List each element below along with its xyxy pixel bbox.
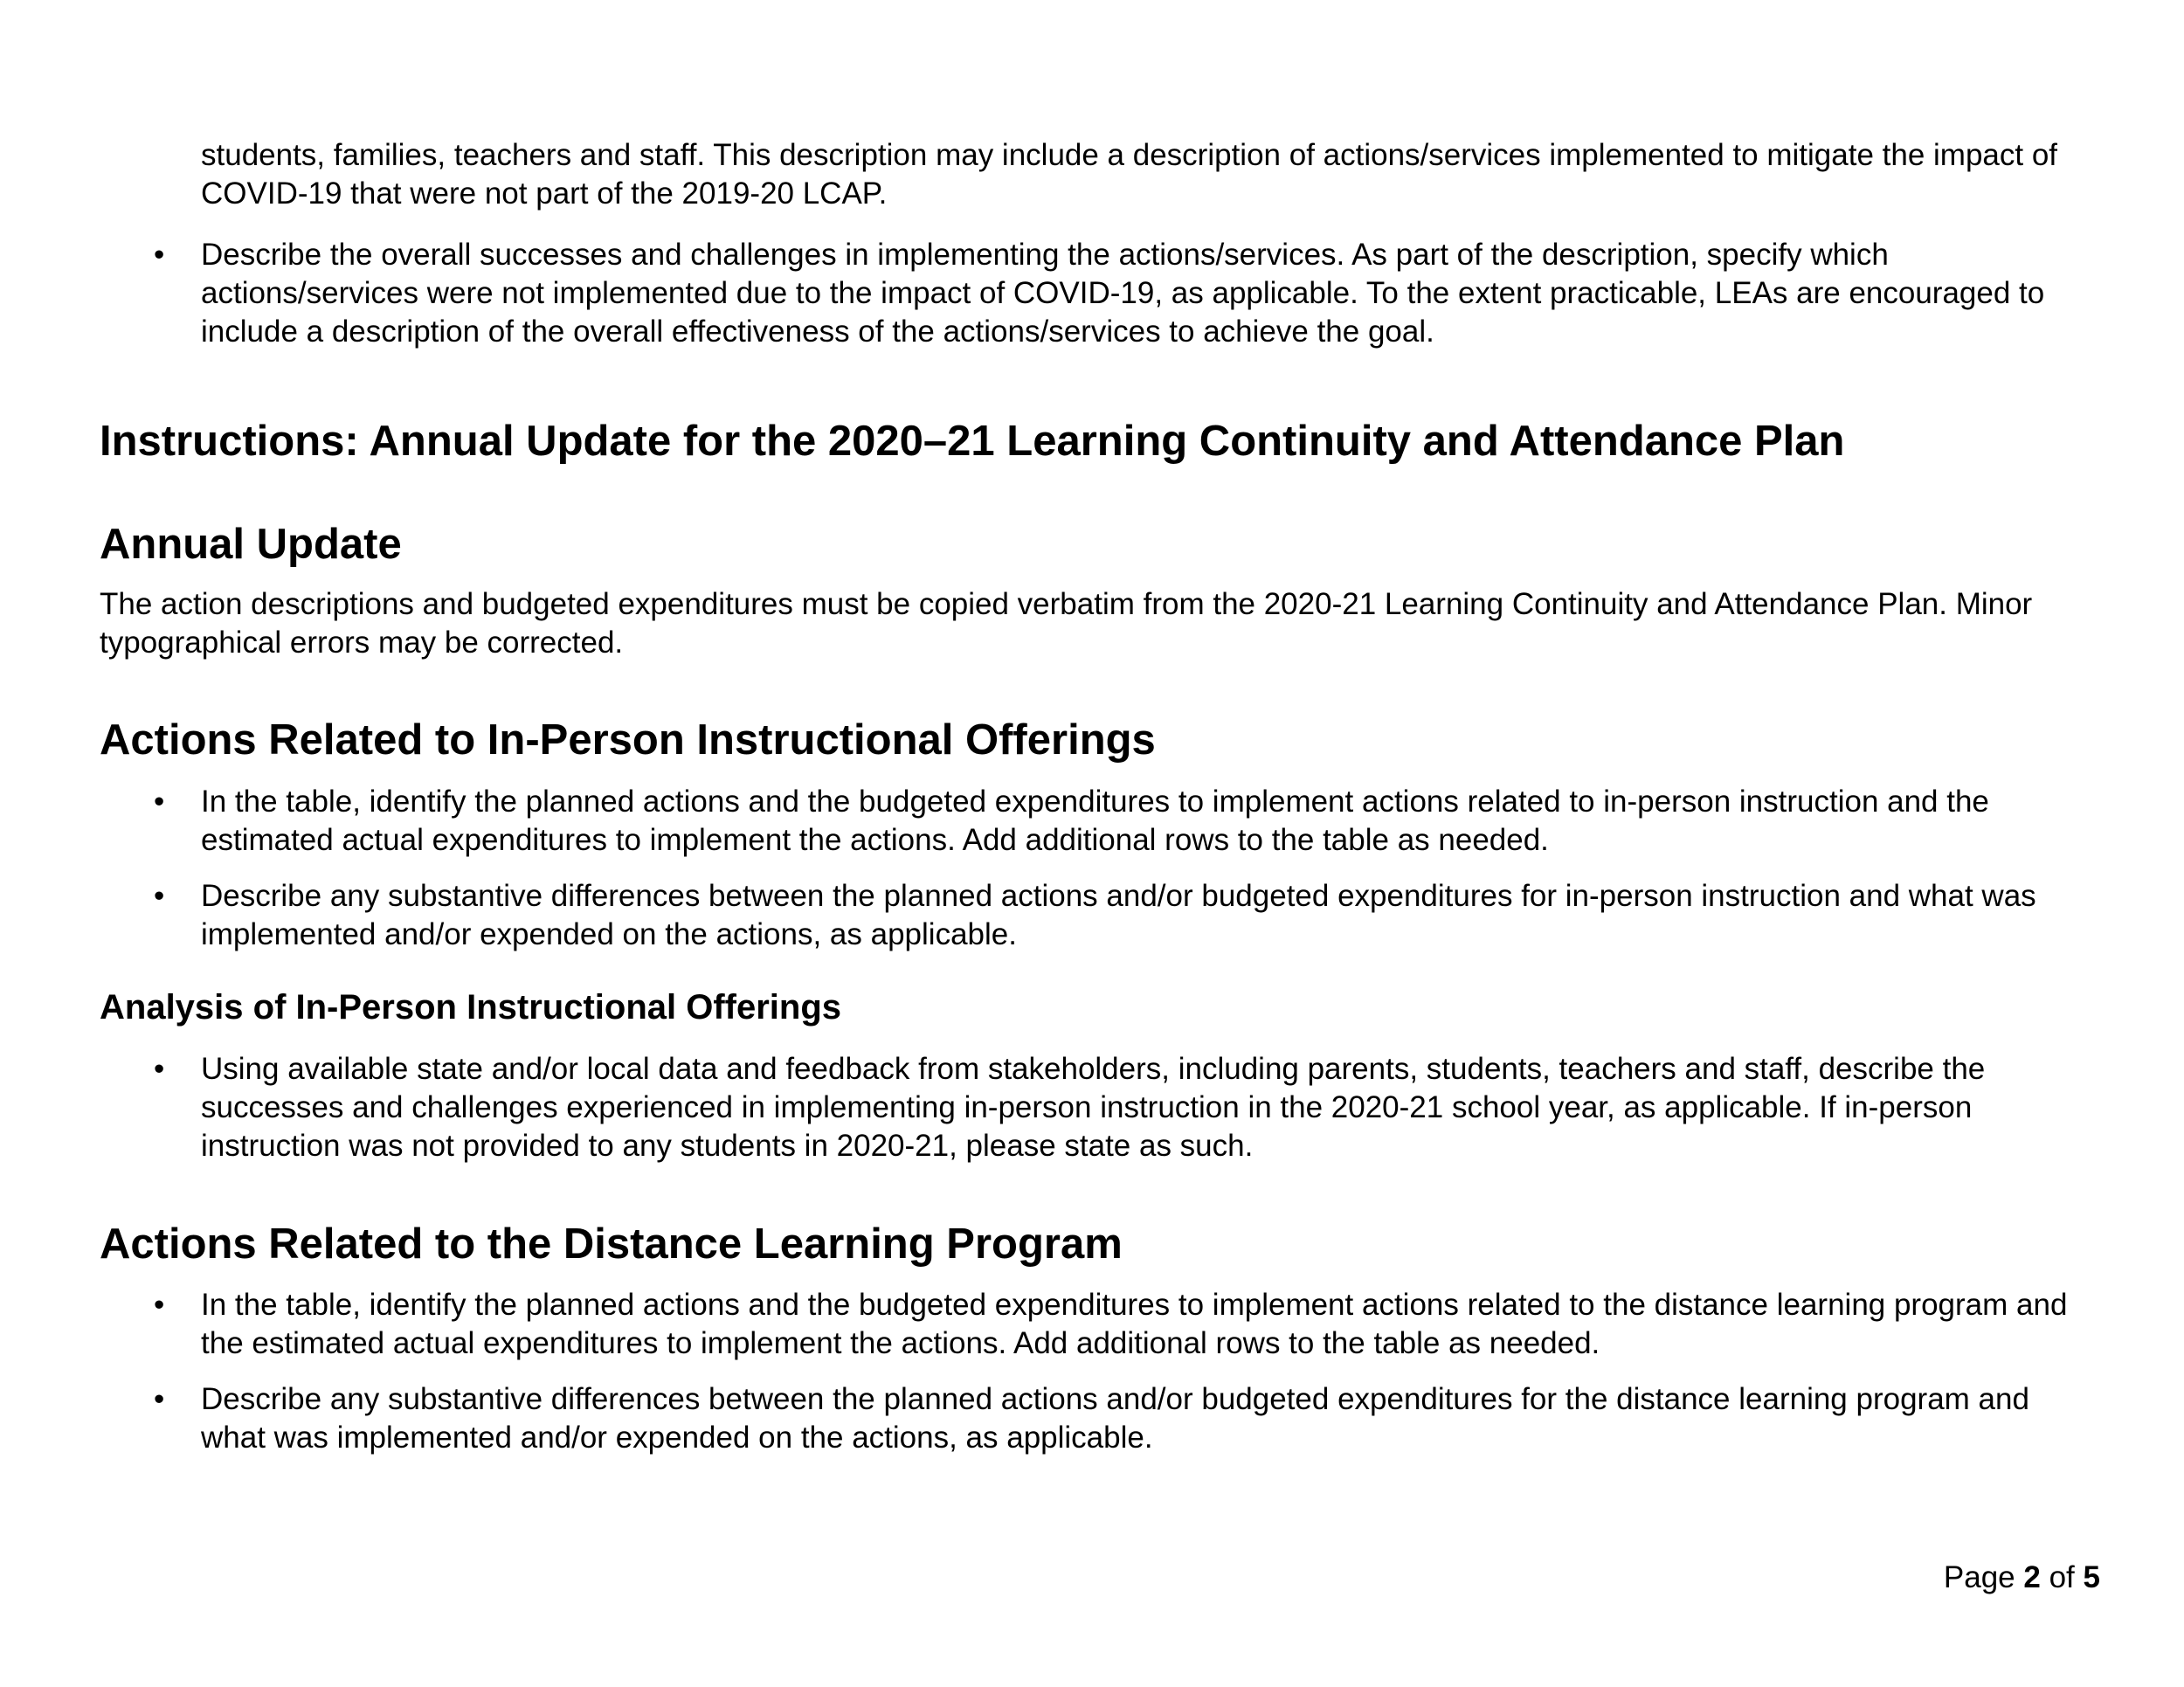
annual-update-heading: Annual Update bbox=[100, 521, 402, 568]
continuation-paragraph bbox=[201, 136, 2097, 213]
bullet-icon: • bbox=[154, 1382, 165, 1416]
continuation-text: students, families, teachers and staff. This description may include a description of actions/services implemented to mitigate the impact of COVID-19 that were not part of the 2019-20 LCAP. bbox=[201, 138, 2058, 211]
annual-update-text: The action descriptions and budgeted expenditures must be copied verbatim from the 2020-21 Learning Continuity and Attendance Plan. Minor typographical errors may be corrected. bbox=[100, 587, 2033, 660]
page-number-footer bbox=[1944, 1559, 2100, 1597]
analysis-bullet-list bbox=[100, 1050, 2100, 1165]
bullet-text: Describe any substantive differences between the planned actions and/or budgeted expenditures for in-person instruction and what was implemented and/or expended on the actions, as applicable. bbox=[201, 879, 2036, 951]
bullet-icon: • bbox=[154, 1052, 165, 1086]
bullet-icon: • bbox=[154, 879, 165, 913]
list-item bbox=[100, 1050, 2100, 1165]
list-item bbox=[100, 1380, 2100, 1457]
list-item bbox=[100, 236, 2100, 351]
in-person-heading: Actions Related to In-Person Instructional Offerings bbox=[100, 716, 1156, 764]
page-prefix: Page bbox=[1943, 1560, 2015, 1594]
bullet-text: Using available state and/or local data and feedback from stakeholders, including parents, students, teachers and staff, describe the successes and challenges experienced in implementing in-person instruction in the 2020-21 school year, as applicable. If in-person instruction was not provided to any students in 2020-21, please state as such. bbox=[201, 1052, 1986, 1163]
bullet-icon: • bbox=[154, 785, 165, 819]
current-page-number: 2 bbox=[2023, 1560, 2041, 1594]
bullet-text: In the table, identify the planned actions and the budgeted expenditures to implement actions related to the distance learning program and the estimated actual expenditures to implement the actions. Add additional rows to the table as needed. bbox=[201, 1288, 2068, 1360]
bullet-text: In the table, identify the planned actions and the budgeted expenditures to implement actions related to in-person instruction and the estimated actual expenditures to implement the actions. Add additional rows to the table as needed. bbox=[201, 785, 1989, 857]
analysis-section bbox=[100, 985, 2100, 1029]
bullet-text: Describe any substantive differences between the planned actions and/or budgeted expenditures for the distance learning program and what was implemented and/or expended on the actions, as applicable. bbox=[201, 1382, 2029, 1455]
total-page-number: 5 bbox=[2083, 1560, 2100, 1594]
distance-heading: Actions Related to the Distance Learning Program bbox=[100, 1220, 1123, 1268]
list-item bbox=[100, 877, 2100, 954]
main-heading-block bbox=[100, 415, 2100, 467]
analysis-heading: Analysis of In-Person Instructional Offerings bbox=[100, 988, 842, 1027]
distance-section bbox=[100, 1218, 2100, 1270]
in-person-section bbox=[100, 714, 2100, 766]
main-heading: Instructions: Annual Update for the 2020–21 Learning Continuity and Attendance Plan bbox=[100, 418, 1845, 465]
in-person-bullet-list bbox=[100, 783, 2100, 954]
list-item bbox=[100, 783, 2100, 860]
bullet-icon: • bbox=[154, 238, 165, 272]
page-of-label: of bbox=[2049, 1560, 2075, 1594]
bullet-icon: • bbox=[154, 1288, 165, 1322]
annual-update-section bbox=[100, 518, 2100, 570]
distance-bullet-list bbox=[100, 1286, 2100, 1457]
top-bullet-list bbox=[100, 236, 2100, 351]
annual-update-paragraph bbox=[100, 585, 2100, 662]
bullet-text: Describe the overall successes and challenges in implementing the actions/services. As part of the description, specify which actions/services were not implemented due to the impact of COVID-19, as applicable. To the extent practicable, LEAs are encouraged to include a description of the overall effectiveness of the actions/services to achieve the goal. bbox=[201, 238, 2045, 349]
list-item bbox=[100, 1286, 2100, 1363]
